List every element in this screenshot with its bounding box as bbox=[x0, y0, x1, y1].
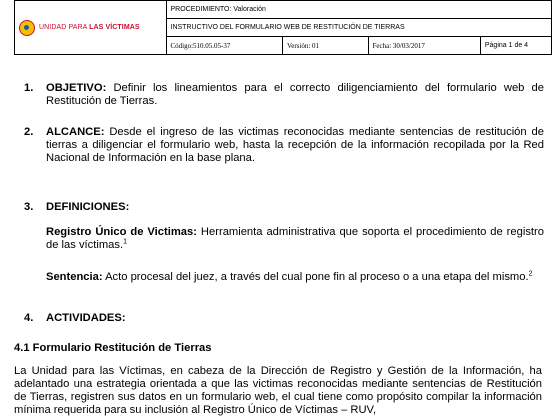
instructivo-cell: INSTRUCTIVO DEL FORMULARIO WEB DE RESTITUCIÓN DE TIERRAS bbox=[166, 19, 552, 37]
pagina-cell: Página 1 de 4 bbox=[480, 37, 551, 55]
fecha-cell: Fecha: 30/03/2017 bbox=[368, 37, 480, 55]
section-number: 1. bbox=[24, 82, 34, 94]
logo-cell bbox=[15, 1, 167, 55]
section-number: 4. bbox=[24, 312, 34, 324]
document-header-table bbox=[14, 0, 552, 55]
section-label: ACTIVIDADES: bbox=[46, 312, 126, 324]
subsection-heading: 4.1 Formulario Restitución de Tierras bbox=[14, 342, 212, 354]
version-cell: Versión: 01 bbox=[282, 37, 368, 55]
subsection-paragraph: La Unidad para las Víctimas, en cabeza de la Dirección de Registro y Gestión de la Información, ha adelantado una estrategia orientada a que las victimas reconocidas mediante sentencias de Restitución de Tierras, registren sus datos en un formulario web, el cual tiene como propósito compilar la información mínima requerida para su inclusión al Registro Único de Víctimas – RUV, bbox=[14, 365, 542, 416]
section-label: DEFINICIONES: bbox=[46, 201, 130, 213]
document-page: UNIDAD PARA LAS VÍCTIMAS PROCEDIMIENTO: Valoración INSTRUCTIVO DEL FORMULARIO WEB DE RESTITUCIÓN DE TIERRAS Código:510.05.05-37 Versión: 01 Fecha: 30/03/2017 Página 1 de 4 1. OBJETIVO: Definir los lineamientos para el correcto diligenciamiento del formulario web de Restitución de Tierras. 2. ALCANCE: Desde el ingreso de las victimas reconocidas mediante sentencias de restitución de tierras a diligenciar el formulario web, hasta la recepción de la información recopilada por la Red Nacional de Información en la base plana. 3. DEFINICIONES: Registro Único de Victimas: Herramienta administrativa que soporta el procedimiento de registro de las víctimas.$^1$ Sentencia: Acto procesal del juez, a través del cual pone fin al proceso o a una etapa del mismo.$^2$ 4. ACTIVIDADES: 4.1 Formulario Restitución de Tierras La Unidad para las Víctimas, en cabeza de la Dirección de Registro y Gestión de la Información, ha adelantado una estrategia orientada a que las victimas reconocidas mediante sentencias de Restitución de Tierras, registren sus datos en un formulario web, el cual tiene como propósito compilar la información mínima requerida para su inclusión al Registro Único de Víctimas – RUV, bbox=[0, 0, 560, 420]
section-text: OBJETIVO: Definir los lineamientos para el correcto diligenciamiento del formulario web de Restitución de Tierras. bbox=[46, 82, 544, 107]
definition-term: Registro Único de Victimas: bbox=[46, 226, 197, 238]
section-label: OBJETIVO: bbox=[46, 82, 107, 94]
codigo-cell: Código:510.05.05-37 bbox=[166, 37, 282, 55]
colombia-seal-icon bbox=[19, 20, 35, 36]
unidad-victimas-logo bbox=[19, 20, 162, 36]
section-number: 3. bbox=[24, 201, 34, 213]
section-label: ALCANCE: bbox=[46, 126, 105, 138]
footnote-marker: 2 bbox=[528, 270, 533, 278]
section-text bbox=[46, 312, 544, 325]
section-number: 2. bbox=[24, 126, 34, 138]
section-text bbox=[46, 201, 544, 214]
procedimiento-cell: PROCEDIMIENTO: Valoración bbox=[166, 1, 552, 19]
section-text: ALCANCE: Desde el ingreso de las victimas reconocidas mediante sentencias de restitución de tierras a diligenciar el formulario web, hasta la recepción de la información recopilada por la Red Nacional de Información en la base plana. bbox=[46, 126, 544, 164]
definition-term: Sentencia: bbox=[46, 271, 103, 283]
footnote-marker: 1 bbox=[123, 238, 128, 246]
logo-text: UNIDAD PARA LAS VÍCTIMAS bbox=[39, 24, 140, 31]
